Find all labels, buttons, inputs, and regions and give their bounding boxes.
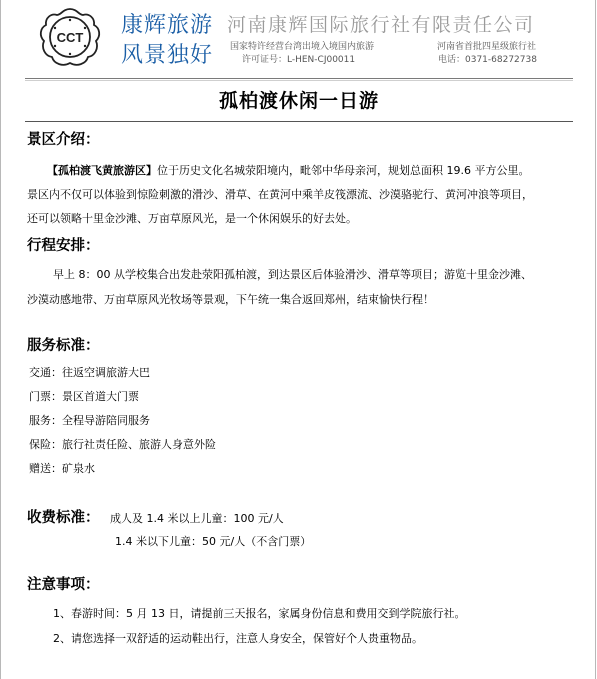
logo-text: CCT <box>56 30 84 45</box>
title-divider <box>25 121 573 122</box>
scenic-area-name: 【孤柏渡飞黄旅游区】 <box>47 164 157 177</box>
license-scope: 国家特许经营台湾出境入境国内旅游 <box>230 42 375 52</box>
header-divider <box>25 78 573 79</box>
service-heading: 服务标准： <box>27 338 100 354</box>
page-title: 孤柏渡休闲一日游 <box>218 90 379 112</box>
note-item: 2、请您选择一双舒适的运动鞋出行，注意人身安全，保管好个人贵重物品。 <box>53 632 423 645</box>
license-number: 许可证号：L-HEN-CJ00011 <box>242 55 356 65</box>
company-name: 河南康辉国际旅行社有限责任公司 <box>227 14 535 36</box>
slogan-line-1: 康辉旅游 <box>121 13 214 38</box>
service-item: 保险：旅行社责任险、旅游人身意外险 <box>29 438 216 451</box>
itinerary-line-2: 沙漠动感地带、万亩草原风光牧场等景观，下午统一集合返回郑州，结束愉快行程！ <box>27 293 434 306</box>
itinerary-heading: 行程安排： <box>27 238 100 254</box>
notes-heading: 注意事项： <box>27 577 100 593</box>
cct-logo <box>37 6 103 68</box>
intro-line-1-text: 位于历史文化名城荥阳境内，毗邻中华母亲河，规划总面积 19.6 平方公里。 <box>157 164 530 177</box>
fee-child: 1.4 米以下儿童：50 元/人（不含门票） <box>115 535 312 548</box>
service-item: 门票：景区首道大门票 <box>29 390 139 403</box>
phone-number: 电话：0371-68272738 <box>438 55 537 65</box>
service-item: 交通：往返空调旅游大巴 <box>29 366 150 379</box>
service-item: 赠送：矿泉水 <box>29 462 95 475</box>
header-divider-light <box>25 80 573 81</box>
service-item: 服务：全程导游陪同服务 <box>29 414 150 427</box>
fees-heading: 收费标准： <box>27 510 100 526</box>
fee-adult: 成人及 1.4 米以上儿童：100 元/人 <box>110 512 284 525</box>
intro-heading: 景区介绍： <box>27 132 100 148</box>
intro-line-3: 还可以领略十里金沙滩、万亩草原风光，是一个休闲娱乐的好去处。 <box>27 212 357 225</box>
note-item: 1、春游时间：5 月 13 日，请提前三天报名，家属身份信息和费用交到学院旅行社。 <box>53 607 466 620</box>
agency-rating: 河南省首批四星级旅行社 <box>437 42 537 52</box>
slogan-line-2: 风景独好 <box>121 43 214 68</box>
itinerary-line-1: 早上 8：00 从学校集合出发赴荥阳孤柏渡，到达景区后体验滑沙、滑草等项目；游览十里金沙滩、 <box>53 268 532 281</box>
intro-line-2: 景区内不仅可以体验到惊险刺激的滑沙、滑草、在黄河中乘羊皮筏漂流、沙漠骆驼行、黄河冲浪等项目， <box>27 188 533 201</box>
intro-line-1 <box>47 162 529 178</box>
